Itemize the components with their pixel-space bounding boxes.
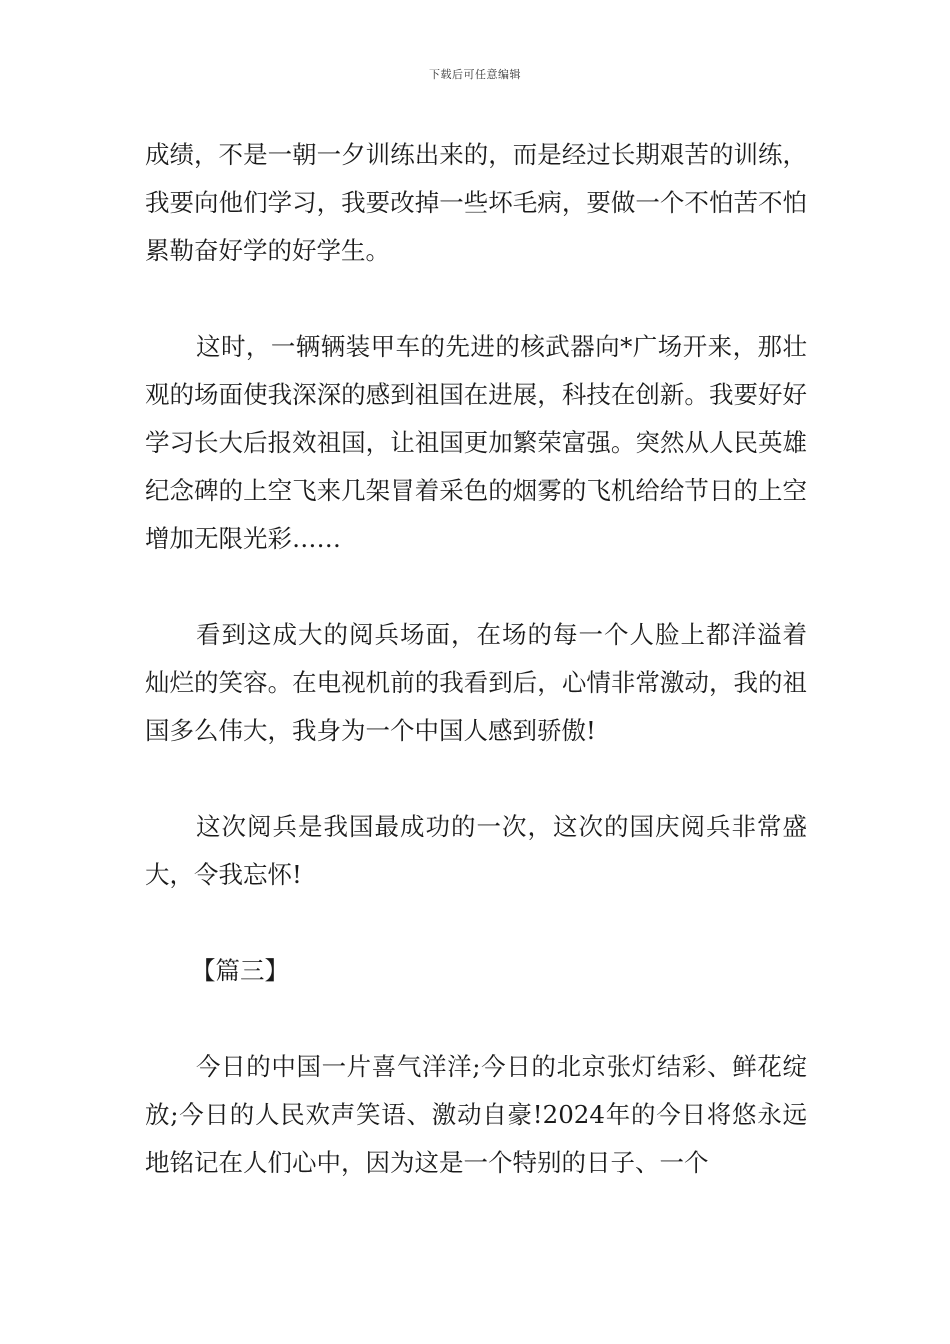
paragraph-5: 今日的中国一片喜气洋洋;今日的北京张灯结彩、鲜花绽放;今日的人民欢声笑语、激动自豪!2024年的今日将悠永远地铭记在人们心中，因为这是一个特别的日子、一个 [145,1052,807,1177]
paragraph-3: 看到这成大的阅兵场面，在场的每一个人脸上都洋溢着灿烂的笑容。在电视机前的我看到后，心情非常激动，我的祖国多么伟大，我身为一个中国人感到骄傲! [145,620,807,745]
paragraph-spacer [145,995,807,1043]
paragraph-1: 成绩，不是一朝一夕训练出来的，而是经过长期艰苦的训练，我要向他们学习，我要改掉一些坏毛病，要做一个不怕苦不怕累勒奋好学的好学生。 [145,140,807,265]
paragraph-spacer [145,563,807,611]
document-body [145,131,807,1187]
paragraph-spacer [145,755,807,803]
section-heading: 【篇三】 [191,956,289,985]
paragraph-4: 这次阅兵是我国最成功的一次，这次的国庆阅兵非常盛大，令我忘怀! [145,812,807,889]
paragraph-spacer [145,275,807,323]
paragraph-2: 这时，一辆辆装甲车的先进的核武器向*广场开来，那壮观的场面使我深深的感到祖国在进展，科技在创新。我要好好学习长大后报效祖国，让祖国更加繁荣富强。突然从人民英雄纪念碑的上空飞来几架冒着采色的烟雾的飞机给给节日的上空增加无限光彩…… [145,332,807,553]
page-header-note: 下载后可任意编辑 [429,68,521,81]
paragraph-spacer [145,899,807,947]
